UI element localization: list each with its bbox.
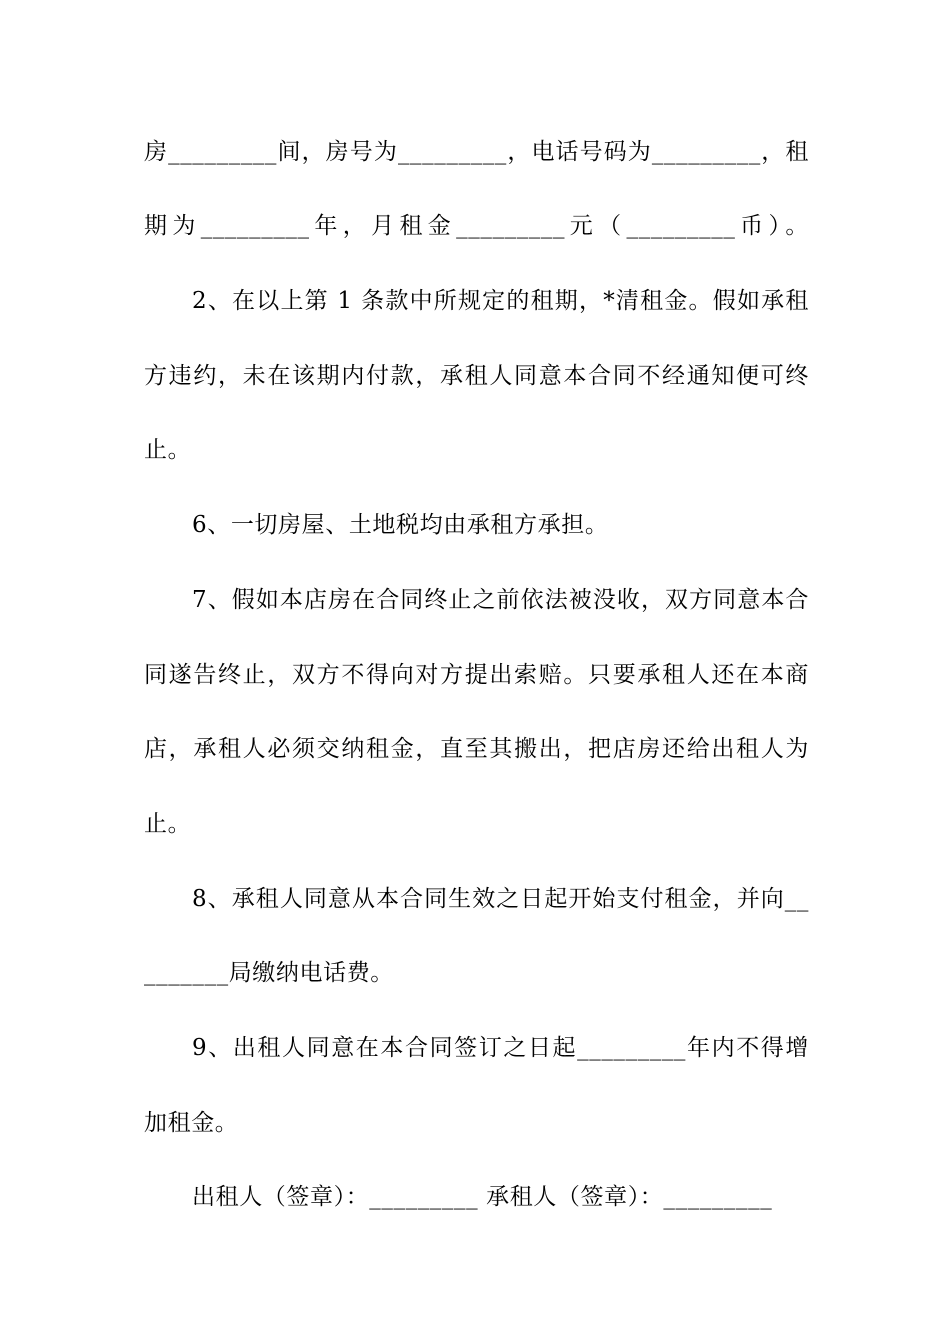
- text-line: 期为_________年，月租金_________元（_________币）。: [144, 213, 809, 239]
- text-line: 8、承租人同意从本合同生效之日起开始支付租金，并向__: [192, 886, 809, 912]
- text-line: 止。: [144, 437, 192, 463]
- text-line: 9、出租人同意在本合同签订之日起_________年内不得增: [192, 1035, 809, 1061]
- text-line: 房_________间，房号为_________，电话号码为_________，租: [144, 139, 809, 165]
- text-line: _______局缴纳电话费。: [144, 960, 394, 986]
- text-line: 加租金。: [144, 1110, 239, 1136]
- text-line: 6、一切房屋、土地税均由承租方承担。: [192, 512, 609, 538]
- text-line: 同遂告终止，双方不得向对方提出索赔。只要承租人还在本商: [144, 662, 809, 688]
- text-line: 7、假如本店房在合同终止之前依法被没收，双方同意本合: [192, 587, 809, 613]
- signature-line: 出租人（签章）：_________ 承租人（签章）：_________: [192, 1184, 773, 1210]
- text-line: 方违约，未在该期内付款，承租人同意本合同不经通知便可终: [144, 363, 809, 389]
- text-line: 2、在以上第 1 条款中所规定的租期，*清租金。假如承租: [192, 288, 809, 314]
- text-line: 止。: [144, 811, 192, 837]
- text-line: 店，承租人必须交纳租金，直至其搬出，把店房还给出租人为: [144, 736, 809, 762]
